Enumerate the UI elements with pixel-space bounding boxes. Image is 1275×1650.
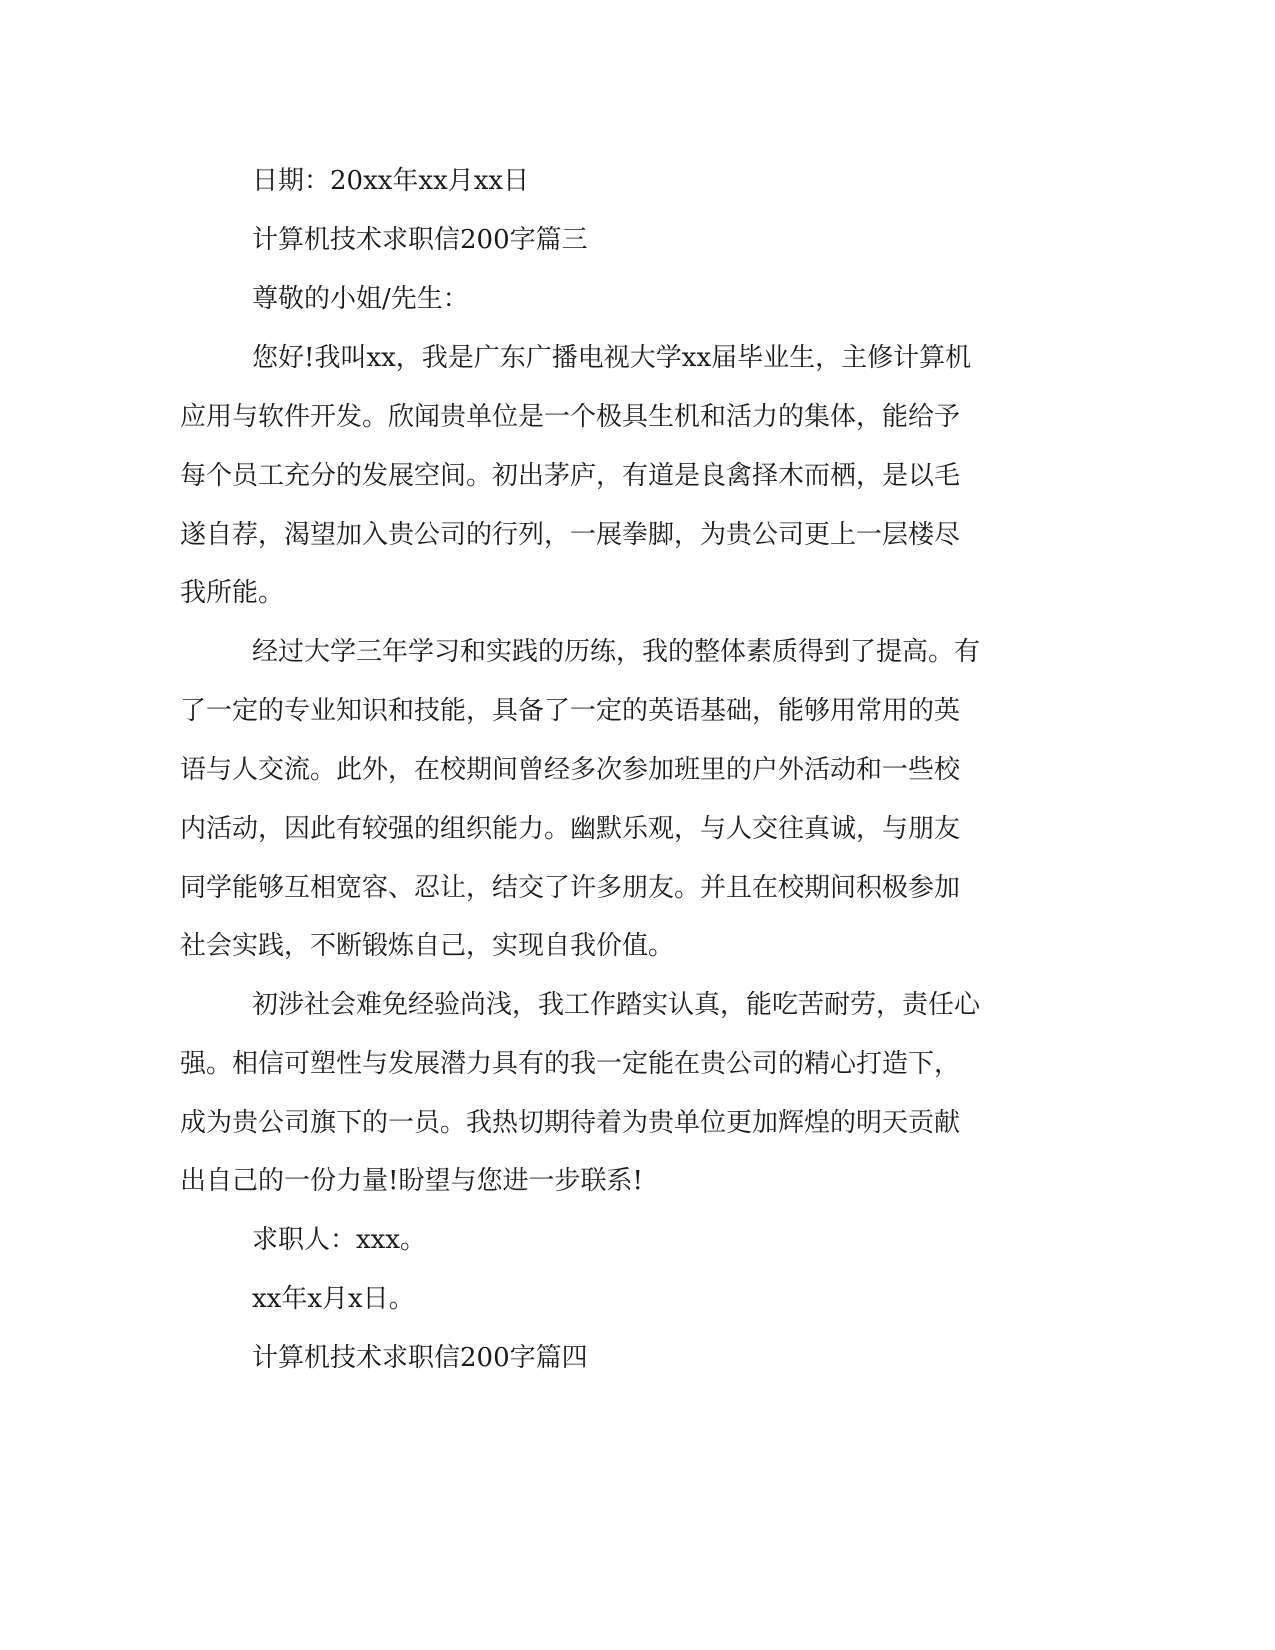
paragraph-line: 成为贵公司旗下的一员。我热切期待着为贵单位更加辉煌的明天贡献 <box>180 1108 961 1138</box>
paragraph-line: 您好!我叫xx，我是广东广播电视大学xx届毕业生，主修计算机 <box>252 343 972 373</box>
paragraph-line: 社会实践，不断锻炼自己，实现自我价值。 <box>180 931 675 961</box>
paragraph-line: 我所能。 <box>180 578 285 608</box>
paragraph-line: 应用与软件开发。欣闻贵单位是一个极具生机和活力的集体，能给予 <box>180 402 961 432</box>
paragraph-line: 初涉社会难免经验尚浅，我工作踏实认真，能吃苦耐劳，责任心 <box>252 990 981 1020</box>
paragraph-line: 语与人交流。此外，在校期间曾经多次参加班里的户外活动和一些校 <box>180 755 961 785</box>
paragraph-line: 出自己的一份力量!盼望与您进一步联系! <box>180 1166 643 1196</box>
paragraph-line: 遂自荐，渴望加入贵公司的行列，一展拳脚，为贵公司更上一层楼尽 <box>180 520 961 550</box>
section-heading: 计算机技术求职信200字篇四 <box>252 1343 588 1373</box>
signature: 求职人：xxx。 <box>252 1225 426 1255</box>
paragraph-line: 内活动，因此有较强的组织能力。幽默乐观，与人交往真诚，与朋友 <box>180 814 961 844</box>
date-line: 日期：20xx年xx月xx日 <box>252 166 530 196</box>
paragraph-line: 经过大学三年学习和实践的历练，我的整体素质得到了提高。有 <box>252 637 981 667</box>
paragraph-line: 同学能够互相宽容、忍让，结交了许多朋友。并且在校期间积极参加 <box>180 873 961 903</box>
salutation: 尊敬的小姐/先生： <box>252 284 469 314</box>
signature-date: xx年x月x日。 <box>252 1284 415 1314</box>
section-heading: 计算机技术求职信200字篇三 <box>252 225 588 255</box>
paragraph-line: 了一定的专业知识和技能，具备了一定的英语基础，能够用常用的英 <box>180 696 961 726</box>
paragraph-line: 强。相信可塑性与发展潜力具有的我一定能在贵公司的精心打造下， <box>180 1049 961 1079</box>
paragraph-line: 每个员工充分的发展空间。初出茅庐，有道是良禽择木而栖，是以毛 <box>180 461 961 491</box>
